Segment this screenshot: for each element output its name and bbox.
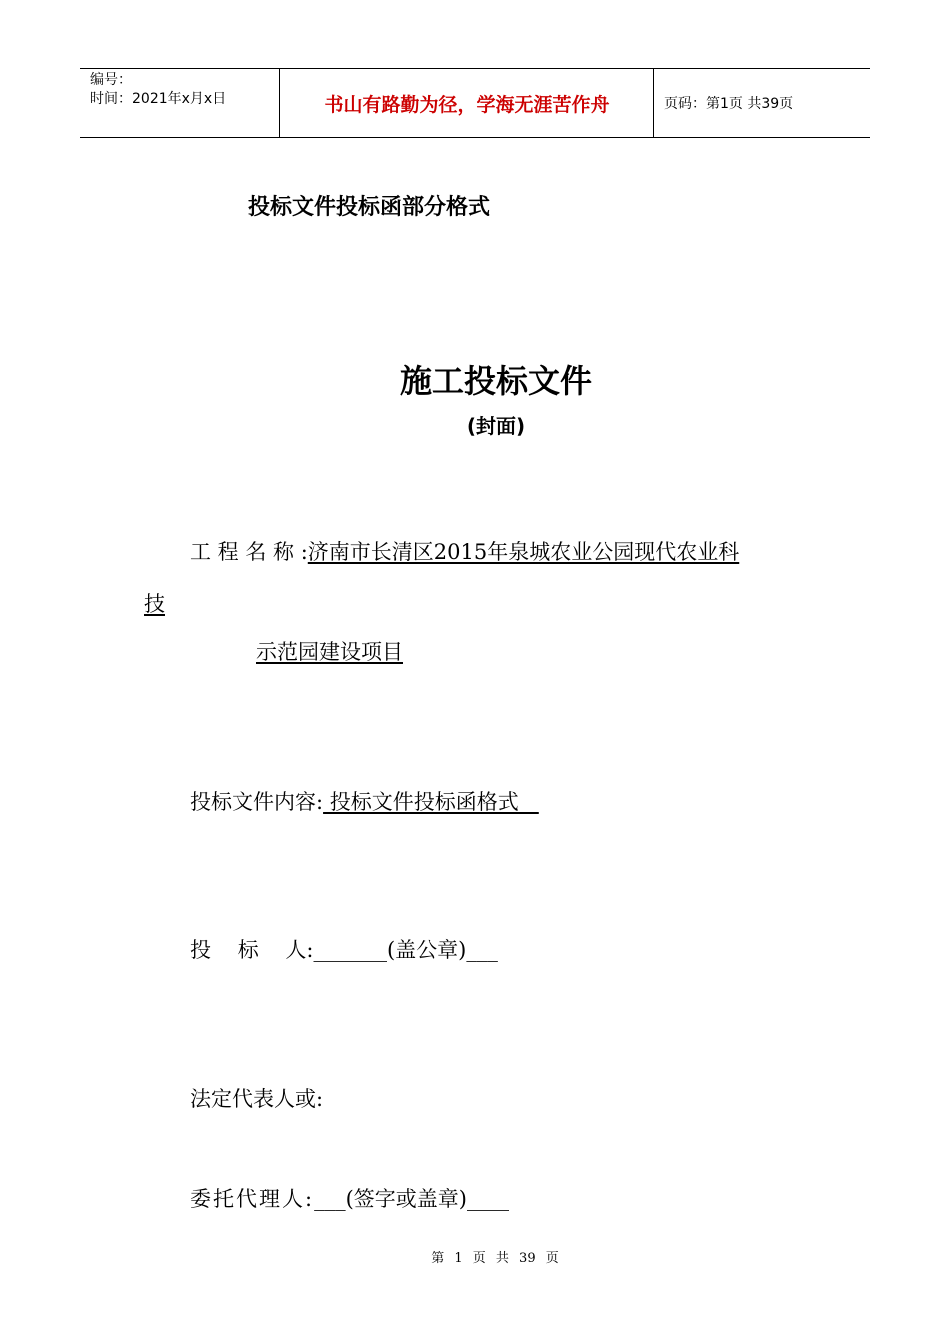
project-name-value-cont: 技 <box>144 592 165 616</box>
project-name-value-end: 示范园建设项目 <box>256 640 403 664</box>
content-label: 投标文件内容: <box>190 790 324 814</box>
project-name-row <box>190 536 739 566</box>
agent-label: 委托代理人: <box>190 1187 315 1211</box>
header-motto: 书山有路勤为径，学海无涯苦作舟 <box>281 69 654 137</box>
legal-rep-label: 法定代表人或: <box>190 1087 324 1111</box>
header-page-info: 页码：第1页 共39页 <box>664 96 794 112</box>
header-meta-cell <box>80 69 280 137</box>
project-name-label: 工 程 名 称 : <box>190 540 308 564</box>
document-heading: 投标文件投标函部分格式 <box>248 195 491 220</box>
content-row <box>190 786 539 816</box>
number-label: 编号： <box>90 72 132 88</box>
content-value: 投标文件投标函格式 <box>323 790 539 814</box>
agent-value: ___(签字或盖章)____ <box>314 1187 509 1211</box>
agent-row <box>190 1183 509 1213</box>
time-label: 时间：2021年x月x日 <box>90 91 227 107</box>
page-subtitle: (封面) <box>466 414 526 438</box>
bidder-value: _______(盖公章)___ <box>313 938 498 962</box>
project-name-value: 济南市长清区2015年泉城农业公园现代农业科 <box>307 540 740 564</box>
bidder-label: 投 标 人: <box>190 938 314 962</box>
bidder-row <box>190 934 498 964</box>
page-header <box>80 68 870 138</box>
page-footer: 第 1 页 共 39 页 <box>431 1251 559 1266</box>
page-title: 施工投标文件 <box>399 362 592 400</box>
